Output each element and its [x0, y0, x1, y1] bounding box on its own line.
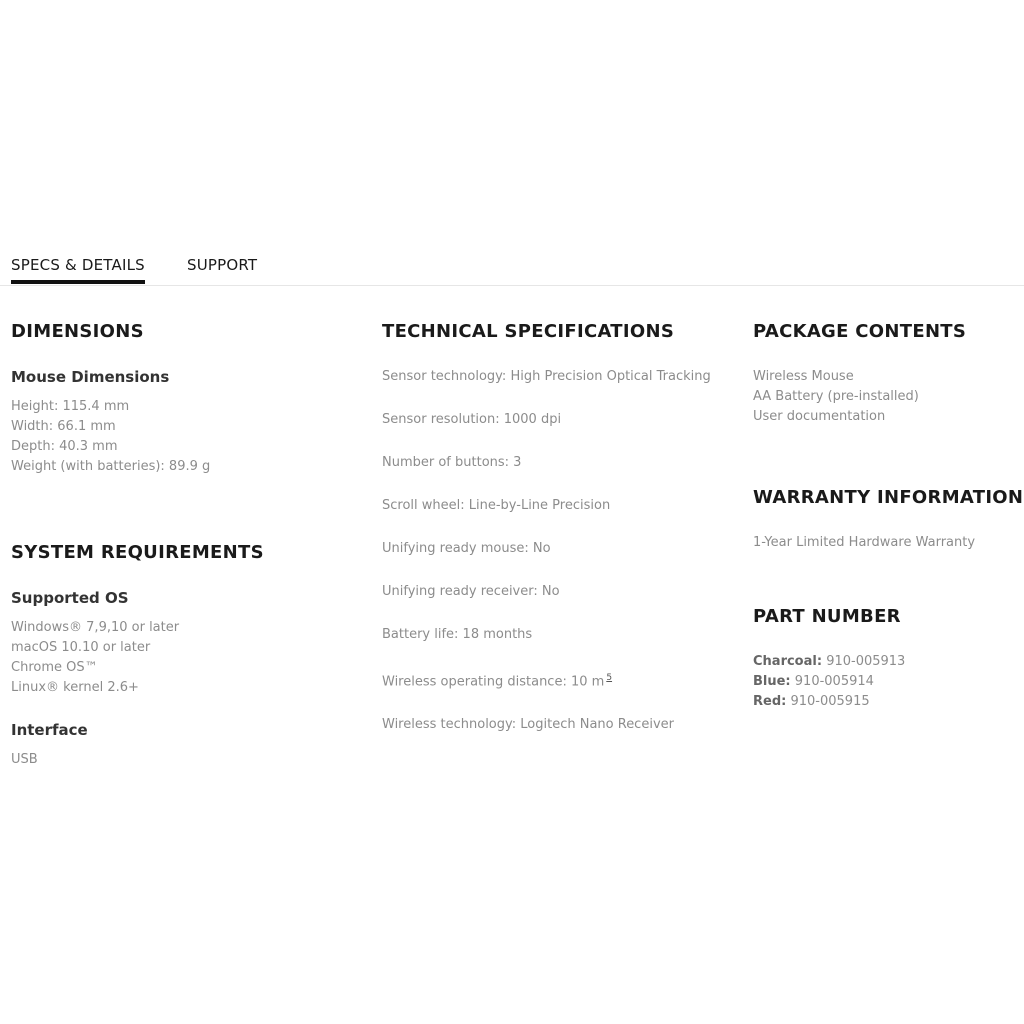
- dimension-height: Height: 115.4 mm: [11, 399, 130, 414]
- interface-subtitle: Interface: [11, 721, 88, 739]
- os-macos: macOS 10.10 or later: [11, 640, 151, 655]
- part-number-charcoal: [753, 652, 1023, 672]
- spec-unifying-receiver: Unifying ready receiver: No: [382, 584, 560, 599]
- tab-specs-details[interactable]: SPECS & DETAILS: [11, 256, 145, 282]
- spec-number-of-buttons: Number of buttons: 3: [382, 455, 522, 470]
- mouse-dimensions-subtitle: Mouse Dimensions: [11, 368, 170, 386]
- package-item: AA Battery (pre-installed): [753, 389, 919, 404]
- part-label: Charcoal:: [753, 654, 823, 669]
- dimension-depth: Depth: 40.3 mm: [11, 439, 118, 454]
- dimension-weight: Weight (with batteries): 89.9 g: [11, 459, 211, 474]
- interface-value: USB: [11, 752, 38, 767]
- warranty-information-title: WARRANTY INFORMATION: [753, 487, 1024, 508]
- column-technical-specifications: [382, 319, 712, 758]
- column-package-warranty-part: [753, 319, 1023, 712]
- part-label: Red:: [753, 694, 787, 709]
- supported-os-subtitle: Supported OS: [11, 589, 129, 607]
- dimension-width: Width: 66.1 mm: [11, 419, 116, 434]
- part-label: Blue:: [753, 674, 791, 689]
- spec-wireless-distance-text: Wireless operating distance: 10 m: [382, 674, 605, 690]
- os-linux: Linux® kernel 2.6+: [11, 680, 139, 695]
- package-item: Wireless Mouse: [753, 369, 854, 384]
- part-number-title: PART NUMBER: [753, 606, 901, 627]
- dimensions-title: DIMENSIONS: [11, 321, 144, 342]
- spec-wireless-distance: [382, 668, 712, 692]
- footnote-link[interactable]: 5: [606, 673, 613, 683]
- part-number-red: [753, 692, 1023, 712]
- part-value: 910-005914: [794, 674, 874, 689]
- part-value: 910-005915: [790, 694, 870, 709]
- spec-wireless-technology: Wireless technology: Logitech Nano Receiver: [382, 717, 674, 733]
- package-item: User documentation: [753, 409, 886, 424]
- package-contents-title: PACKAGE CONTENTS: [753, 321, 967, 342]
- os-windows: Windows® 7,9,10 or later: [11, 620, 180, 635]
- part-value: 910-005913: [826, 654, 906, 669]
- column-dimensions-system: [11, 319, 351, 770]
- warranty-value: 1-Year Limited Hardware Warranty: [753, 535, 976, 550]
- tab-bar: [0, 254, 1024, 286]
- os-chrome: Chrome OS™: [11, 660, 98, 675]
- spec-sensor-technology: Sensor technology: High Precision Optical Tracking: [382, 369, 711, 384]
- spec-sensor-resolution: Sensor resolution: 1000 dpi: [382, 412, 562, 427]
- spec-battery-life: Battery life: 18 months: [382, 627, 533, 642]
- spec-unifying-mouse: Unifying ready mouse: No: [382, 541, 551, 556]
- technical-specifications-title: TECHNICAL SPECIFICATIONS: [382, 321, 675, 342]
- part-number-blue: [753, 672, 1023, 692]
- tab-support[interactable]: SUPPORT: [187, 256, 258, 274]
- system-requirements-title: SYSTEM REQUIREMENTS: [11, 542, 264, 563]
- spec-scroll-wheel: Scroll wheel: Line-by-Line Precision: [382, 498, 611, 513]
